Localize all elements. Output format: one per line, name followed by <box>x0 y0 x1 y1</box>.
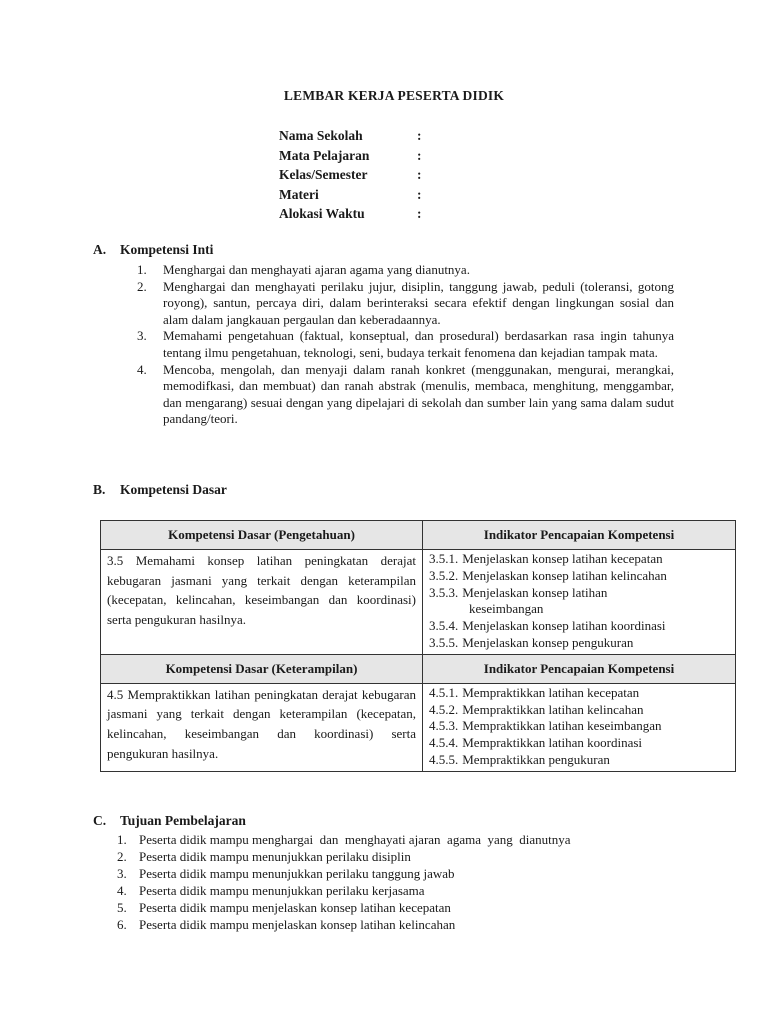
indicator-text: Mempraktikkan latihan keseimbangan <box>462 718 662 734</box>
table-header-row <box>101 521 736 550</box>
kd-knowledge-cell: 3.5 Memahami konsep latihan peningkatan derajat kebugaran jasmani yang terkait dengan keterampilan (kecepatan, kelincahan, keseimbangan dan koordinasi) serta pengukuran hasilnya. <box>101 550 423 655</box>
list-number: 1. <box>117 832 127 847</box>
indicator-number: 4.5.1. <box>429 684 459 700</box>
indicator-item <box>429 551 731 568</box>
kompetensi-inti-list <box>137 262 674 428</box>
list-item <box>137 362 674 428</box>
kd-skill-cell: 4.5 Mempraktikkan latihan peningkatan derajat kebugaran jasmani yang terkait dengan keterampilan (kecepatan, kelincahan, keseimbangan dan koordinasi) serta pengukuran hasilnya. <box>101 683 423 771</box>
section-b-heading <box>93 482 227 498</box>
indicator-knowledge-cell <box>423 550 736 655</box>
list-number: 1. <box>137 262 147 277</box>
list-number: 5. <box>117 899 127 915</box>
identity-label: Alokasi Waktu <box>279 206 365 221</box>
identity-row-subject <box>279 146 427 166</box>
list-number: 4. <box>137 361 147 377</box>
list-number: 2. <box>117 848 127 864</box>
indicator-item <box>429 702 731 719</box>
identity-row-school <box>279 126 427 146</box>
section-title: Tujuan Pembelajaran <box>120 813 246 828</box>
indicator-skill-cell <box>423 683 736 771</box>
indicator-number: 3.5.5. <box>429 634 459 650</box>
indicator-item <box>429 568 731 585</box>
kompetensi-dasar-table <box>100 520 736 772</box>
identity-colon: : <box>417 147 422 163</box>
indicator-item <box>429 618 731 635</box>
identity-label: Nama Sekolah <box>279 128 363 143</box>
list-text: Menghargai dan menghayati ajaran agama yang dianutnya. <box>163 262 470 277</box>
list-number: 3. <box>117 865 127 881</box>
table-row <box>101 550 736 655</box>
indicator-text: Mempraktikkan latihan kelincahan <box>462 701 644 717</box>
indicator-text: Menjelaskan konsep latihan kelincahan <box>462 567 667 583</box>
indicator-item <box>429 735 731 752</box>
list-item <box>137 279 674 329</box>
indicator-text: Mempraktikkan pengukuran <box>462 751 610 767</box>
indicator-text: Menjelaskan konsep pengukuran <box>462 634 634 650</box>
section-letter: A. <box>93 242 107 257</box>
table-header-cell: Kompetensi Dasar (Keterampilan) <box>101 654 423 683</box>
list-text: Menghargai dan menghayati perilaku jujur, disiplin, tanggung jawab, peduli (toleransi, gotong royong), santun, percaya diri, dalam berinteraksi secara efektif dengan lingkungan sosial dan alam dalam jangkauan pergaulan dan keberadaannya. <box>163 278 674 327</box>
indicator-number: 3.5.3. <box>429 584 459 600</box>
indicator-item <box>429 685 731 702</box>
identity-colon: : <box>417 128 422 143</box>
table-header-cell: Indikator Pencapaian Kompetensi <box>423 521 736 550</box>
indicator-text: Mempraktikkan latihan kecepatan <box>462 684 640 700</box>
list-text: Peserta didik mampu menjelaskan konsep latihan kecepatan <box>139 899 451 915</box>
list-text: Peserta didik mampu menghargai dan menghayati ajaran agama yang dianutnya <box>139 832 571 847</box>
list-item <box>137 328 674 361</box>
indicator-text: Menjelaskan konsep latihan kecepatan <box>462 551 663 566</box>
list-text: Peserta didik mampu menunjukkan perilaku kerjasama <box>139 882 425 898</box>
indicator-number: 4.5.3. <box>429 718 459 734</box>
identity-colon: : <box>417 186 422 202</box>
list-text: Peserta didik mampu menjelaskan konsep latihan kelincahan <box>139 916 456 932</box>
indicator-item <box>429 635 731 652</box>
section-c-heading <box>93 813 246 829</box>
section-title: Kompetensi Inti <box>120 242 214 257</box>
list-item <box>117 917 571 934</box>
list-text: Memahami pengetahuan (faktual, konseptual, dan prosedural) berdasarkan rasa ingin tahunya tentang ilmu pengetahuan, teknologi, seni, budaya terkait fenomena dan kejadian tampak mata. <box>163 328 674 360</box>
section-letter: B. <box>93 482 106 497</box>
document-title: LEMBAR KERJA PESERTA DIDIK <box>283 88 505 103</box>
list-item <box>117 849 571 866</box>
indicator-number: 3.5.2. <box>429 567 459 583</box>
table-header-row <box>101 654 736 683</box>
identity-colon: : <box>417 206 422 221</box>
indicator-text: Menjelaskan konsep latihan koordinasi <box>462 618 666 634</box>
indicator-number: 3.5.4. <box>429 618 459 634</box>
list-text: Peserta didik mampu menunjukkan perilaku disiplin <box>139 848 411 864</box>
section-letter: C. <box>93 813 107 828</box>
identity-label: Mata Pelajaran <box>279 147 370 163</box>
indicator-number: 4.5.2. <box>429 701 459 717</box>
indicator-number: 4.5.4. <box>429 735 459 751</box>
indicator-continuation: keseimbangan <box>469 601 544 617</box>
list-item <box>117 883 571 900</box>
table-header-cell: Indikator Pencapaian Kompetensi <box>423 654 736 683</box>
identity-colon: : <box>417 167 422 182</box>
list-number: 2. <box>137 278 147 294</box>
list-item <box>117 900 571 917</box>
list-text: Mencoba, mengolah, dan menyaji dalam ranah konkret (menggunakan, mengurai, merangkai, memodifkasi, dan membuat) dan ranah abstrak (menulis, membaca, menghitung, menggambar, dan mengarang) sesuai dengan yang dipelajari di sekolah dan sumber lain yang sama dalam sudut pandang/teori. <box>163 361 674 427</box>
list-item <box>117 866 571 883</box>
list-item <box>117 832 571 849</box>
tujuan-pembelajaran-list <box>117 832 571 933</box>
section-title: Kompetensi Dasar <box>120 482 227 497</box>
identity-label: Materi <box>279 186 319 202</box>
identity-row-material <box>279 185 427 205</box>
table-row <box>101 683 736 771</box>
indicator-number: 4.5.5. <box>429 751 459 767</box>
list-number: 6. <box>117 916 127 932</box>
indicator-item <box>429 718 731 735</box>
indicator-item <box>429 752 731 769</box>
identity-block <box>279 126 427 224</box>
indicator-number: 3.5.1. <box>429 551 459 566</box>
indicator-text: Mempraktikkan latihan koordinasi <box>462 735 643 751</box>
section-a-heading <box>93 242 213 258</box>
identity-row-class <box>279 165 427 185</box>
table-header-cell: Kompetensi Dasar (Pengetahuan) <box>101 521 423 550</box>
list-number: 3. <box>137 328 147 344</box>
list-text: Peserta didik mampu menunjukkan perilaku tanggung jawab <box>139 865 455 881</box>
list-item <box>137 262 674 279</box>
identity-label: Kelas/Semester <box>279 167 368 182</box>
identity-row-time <box>279 204 427 224</box>
indicator-item <box>429 585 731 602</box>
indicator-text: Menjelaskan konsep latihan <box>462 584 608 600</box>
list-number: 4. <box>117 882 127 898</box>
